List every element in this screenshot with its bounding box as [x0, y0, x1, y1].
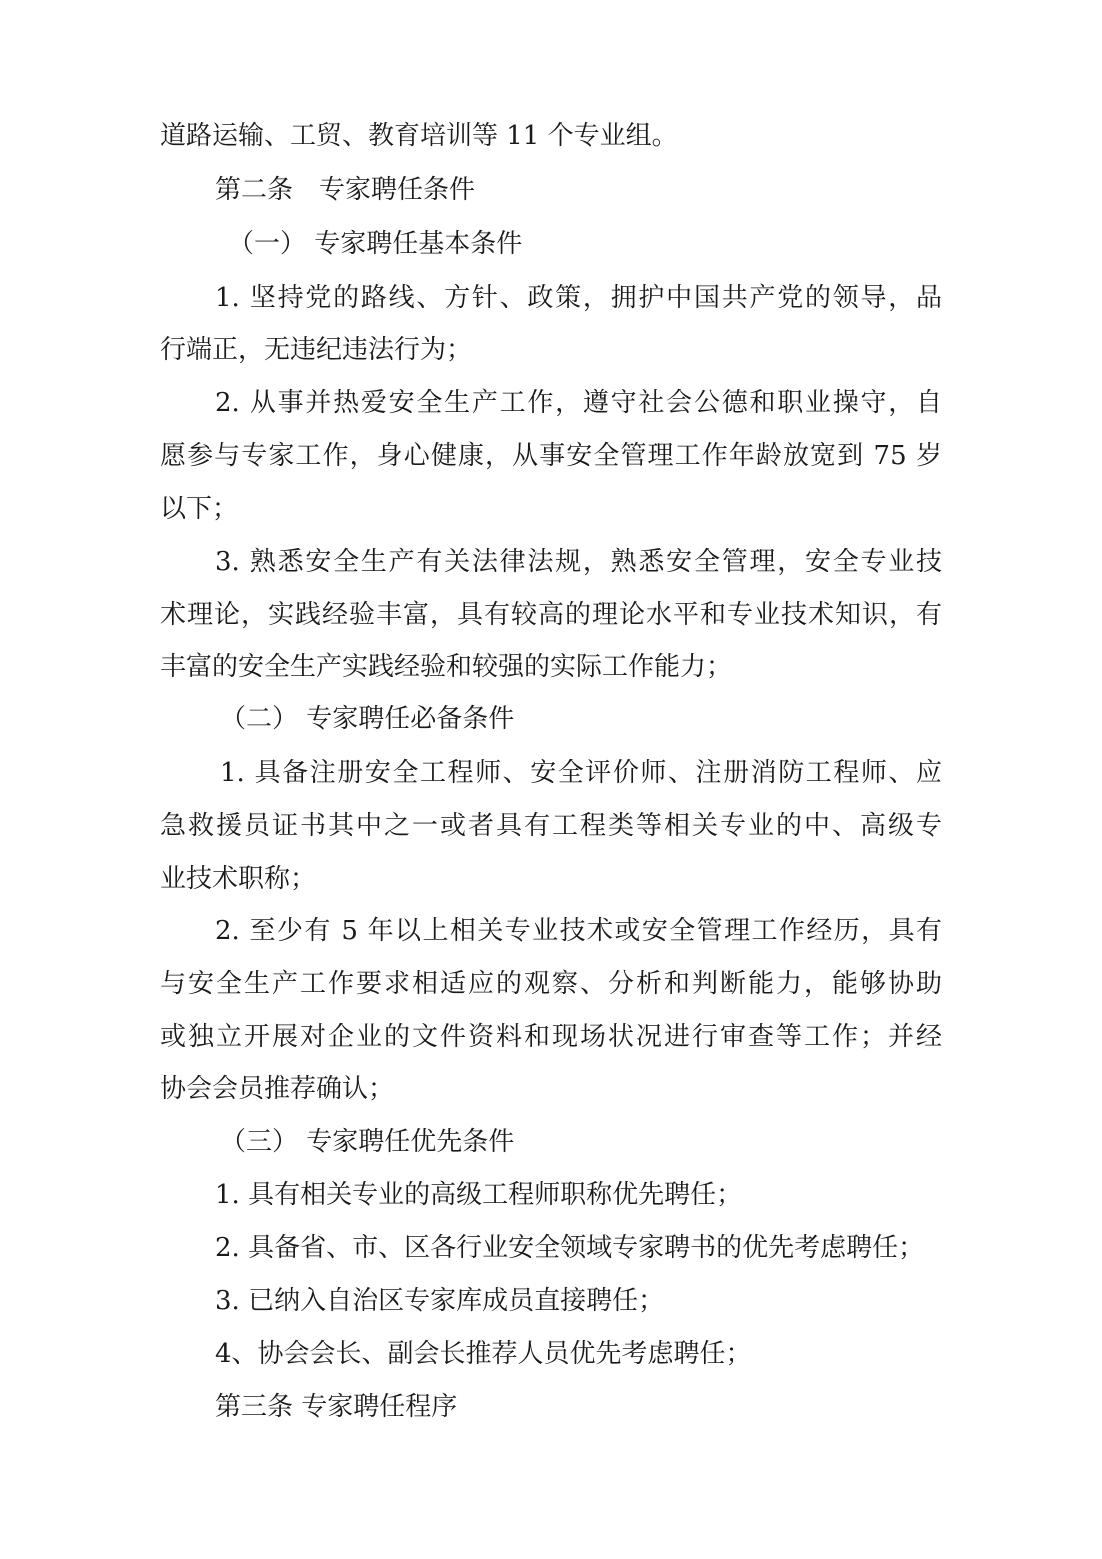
text-line: 4、协会会长、副会长推荐人员优先考虑聘任；	[215, 1339, 752, 1369]
text-line: 1. 具备注册安全工程师、安全评价师、注册消防工程师、应	[220, 758, 942, 788]
text-line: 协会会员推荐确认；	[160, 1074, 395, 1104]
article-heading: 第二条 专家聘任条件	[215, 175, 476, 205]
section-heading: （二） 专家聘任必备条件	[220, 704, 515, 734]
text-line: 3. 已纳入自治区专家库成员直接聘任；	[215, 1286, 665, 1316]
text-line: 2. 至少有 5 年以上相关专业技术或安全管理工作经历，具有	[215, 916, 942, 946]
text-line: 业技术职称；	[160, 864, 317, 894]
text-line: 急救援员证书其中之一或者具有工程类等相关专业的中、高级专	[160, 811, 942, 841]
text-line: 以下；	[160, 494, 239, 524]
text-line: 丰富的安全生产实践经验和较强的实际工作能力；	[160, 652, 733, 682]
text-line: 2. 从事并热爱安全生产工作，遵守社会公德和职业操守，自	[215, 388, 942, 418]
text-line: 道路运输、工贸、教育培训等 11 个专业组。	[160, 121, 678, 151]
text-line: 1. 具有相关专业的高级工程师职称优先聘任；	[215, 1180, 743, 1210]
text-line: 术理论，实践经验丰富，具有较高的理论水平和专业技术知识，有	[160, 600, 942, 630]
text-line: 愿参与专家工作，身心健康，从事安全管理工作年龄放宽到 75 岁	[160, 441, 942, 471]
section-heading: （三） 专家聘任优先条件	[220, 1127, 515, 1157]
text-line: 或独立开展对企业的文件资料和现场状况进行审查等工作；并经	[160, 1022, 942, 1052]
text-line: 1. 坚持党的路线、方针、政策，拥护中国共产党的领导，品	[215, 283, 942, 313]
text-line: 与安全生产工作要求相适应的观察、分析和判断能力，能够协助	[160, 969, 942, 999]
section-heading: （一） 专家聘任基本条件	[228, 229, 523, 259]
text-line: 行端正，无违纪违法行为；	[160, 335, 473, 365]
article-heading: 第三条 专家聘任程序	[215, 1392, 458, 1422]
text-line: 2. 具备省、市、区各行业安全领域专家聘书的优先考虑聘任；	[215, 1233, 925, 1263]
text-line: 3. 熟悉安全生产有关法律法规，熟悉安全管理，安全专业技	[215, 547, 942, 577]
